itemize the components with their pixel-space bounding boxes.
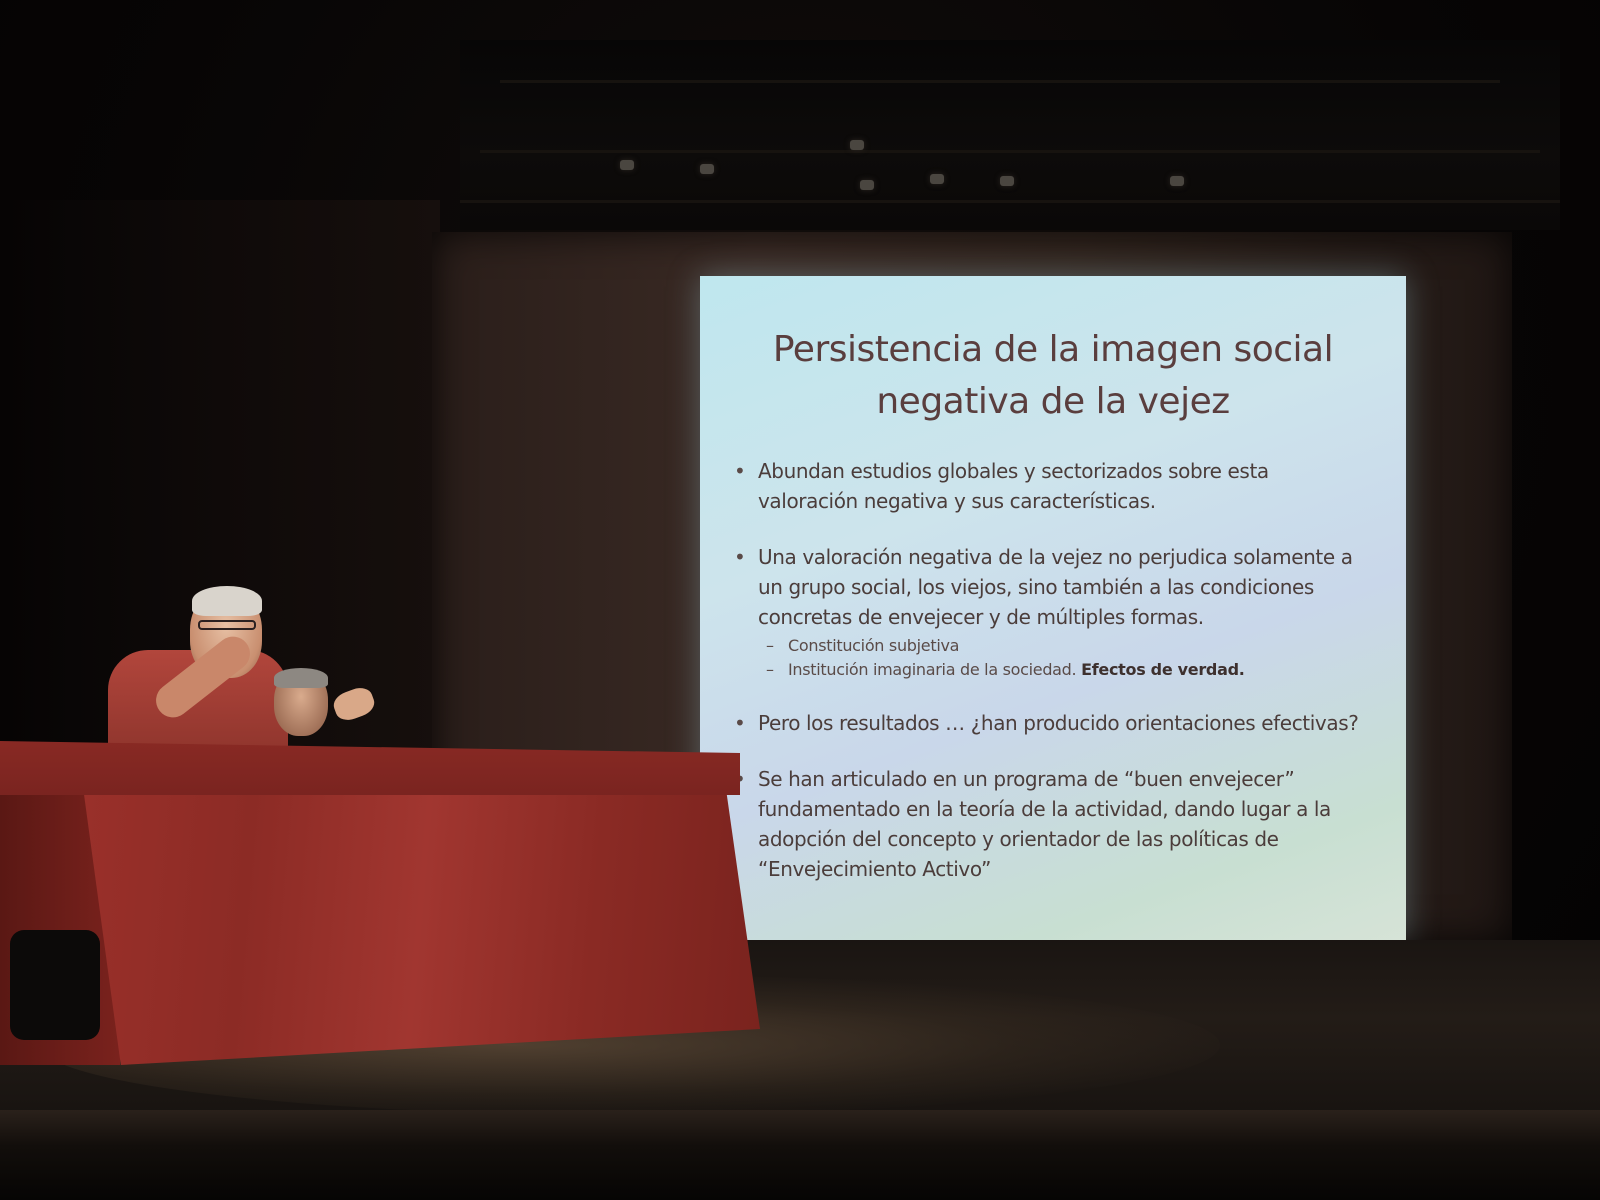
panelist-hand [330,684,377,724]
slide-title [700,324,1406,428]
tablecloth-front [80,765,760,1065]
slide-bullet [730,542,1370,682]
slide-bullet-text: Una valoración negativa de la vejez no perjudica solamente a un grupo social, los viejos, sino también a las condiciones concretas de envejecer y de múltiples formas. [758,545,1353,629]
slide-bullet-text: Abundan estudios globales y sectorizados sobre esta valoración negativa y sus características. [758,459,1269,513]
glasses-icon [198,620,256,630]
slide-sub-bullet [758,658,1370,682]
stage-light [930,174,944,184]
projected-slide [700,276,1406,940]
slide-bullet-list [730,456,1370,910]
slide-bullet [730,764,1370,884]
stage-light [1170,176,1184,186]
slide-sub-bullet-text: Constitución subjetiva [788,636,960,655]
slide-sub-bullet [758,634,1370,658]
slide-bullet [730,456,1370,516]
stage-light [860,180,874,190]
slide-emphasis-text: Efectos de verdad. [1081,660,1245,679]
panel-table [0,735,760,1075]
slide-title-line2: negativa de la vejez [876,381,1230,422]
stage-light [620,160,634,170]
stage-edge [0,1110,1600,1200]
stage-light [850,140,864,150]
slide-bullet-text: Se han articulado en un programa de “buen envejecer” fundamentado en la teoría de la actividad, dando lugar a la adopción del concepto y orientador de las políticas de “Envejecimiento Activo” [758,767,1331,881]
speaker-hair [192,586,262,616]
tablecloth-top [0,735,740,795]
slide-bullet-text: Pero los resultados … ¿han producido orientaciones efectivas? [758,711,1359,735]
stage-rigging [460,40,1560,230]
stage-light [700,164,714,174]
panelist-hair [274,668,328,688]
rig-bar [460,200,1560,203]
slide-sub-bullet-list [758,634,1370,682]
slide-title-line1: Persistencia de la imagen social [772,329,1334,370]
rig-bar [500,80,1500,83]
slide-bullet [730,708,1370,738]
bag [10,930,100,1040]
slide-sub-bullet-text: Institución imaginaria de la sociedad. [788,660,1077,679]
stage-light [1000,176,1014,186]
rig-bar [480,150,1540,153]
